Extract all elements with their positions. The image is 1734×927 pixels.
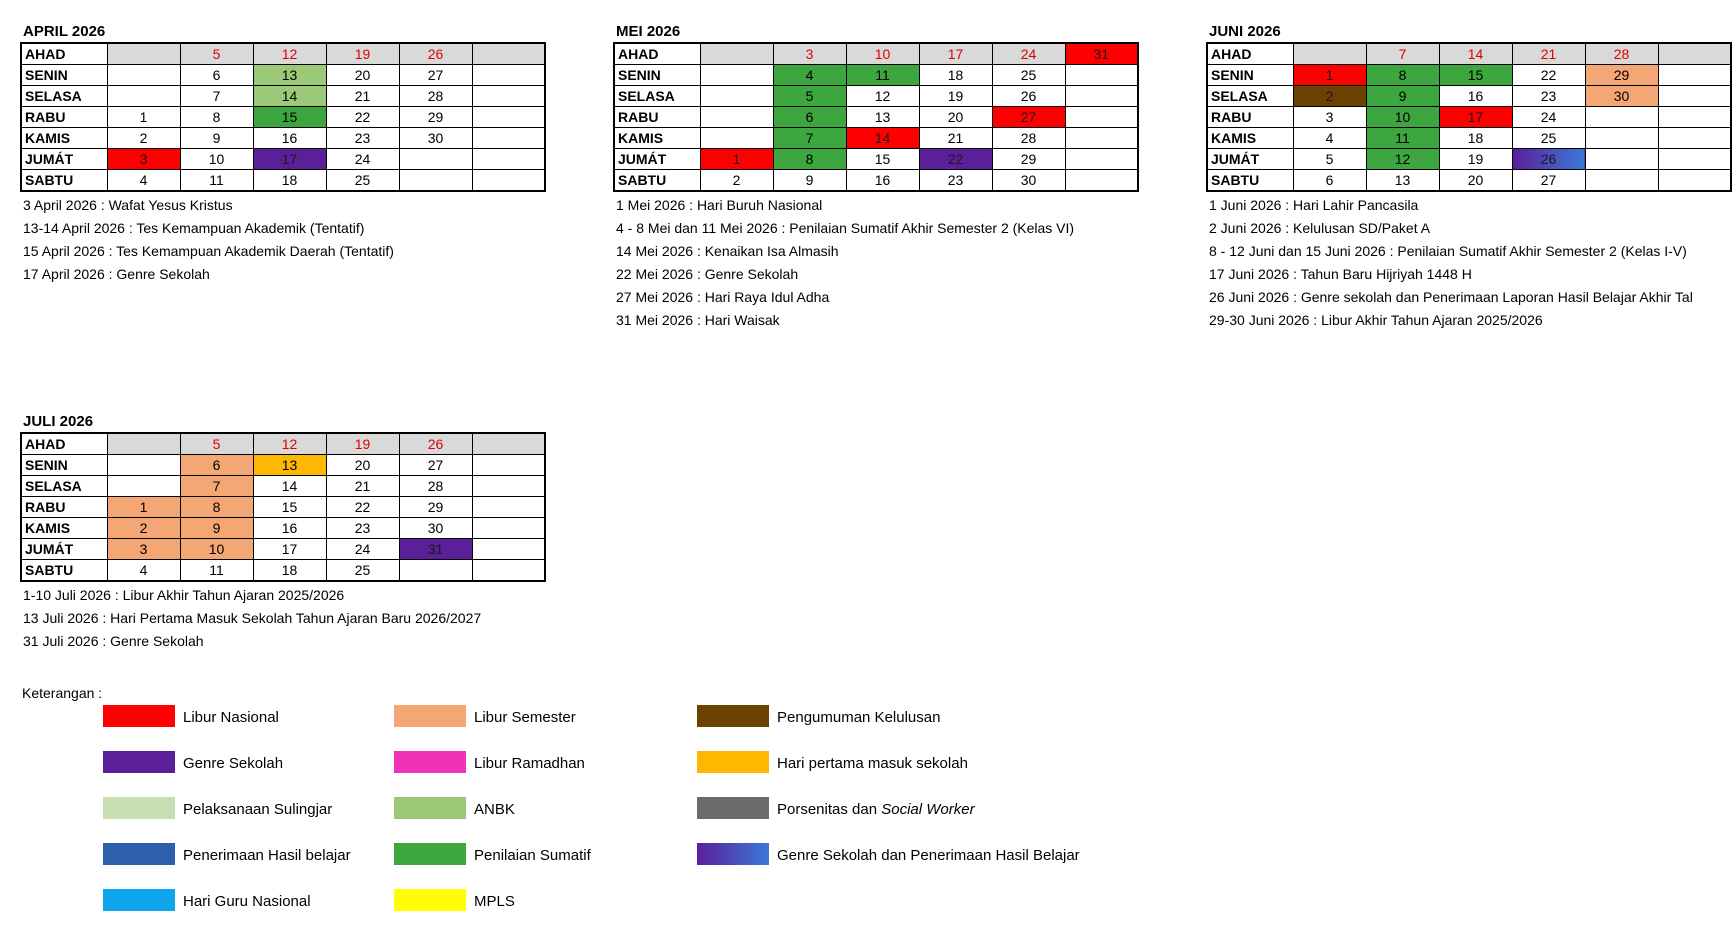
legend-label: Libur Nasional	[183, 709, 279, 726]
date-cell	[700, 43, 773, 65]
date-cell: 7	[180, 86, 253, 107]
calendar-table	[1206, 42, 1732, 192]
date-cell: 11	[180, 560, 253, 582]
date-cell	[1065, 65, 1138, 86]
week-row	[21, 107, 545, 128]
date-cell: 24	[326, 149, 399, 170]
day-name-cell: JUMÁT	[614, 149, 700, 170]
week-row	[21, 149, 545, 170]
note-line: 29-30 Juni 2026 : Libur Akhir Tahun Ajaran 2025/2026	[1209, 312, 1543, 328]
date-cell: 18	[253, 170, 326, 192]
date-cell: 9	[180, 128, 253, 149]
legend-swatch	[697, 705, 769, 727]
date-cell: 8	[1366, 65, 1439, 86]
date-cell	[107, 86, 180, 107]
week-row	[21, 65, 545, 86]
legend-label: Pelaksanaan Sulingjar	[183, 801, 333, 818]
date-cell: 30	[399, 128, 472, 149]
legend-swatch	[394, 843, 466, 865]
date-cell: 29	[399, 497, 472, 518]
week-row	[1207, 170, 1731, 192]
day-name-cell: SABTU	[21, 560, 107, 582]
date-cell: 2	[1293, 86, 1366, 107]
day-name-cell: SELASA	[614, 86, 700, 107]
date-cell	[700, 128, 773, 149]
date-cell: 20	[919, 107, 992, 128]
legend-swatch	[103, 705, 175, 727]
month-notes	[613, 194, 1139, 332]
week-row	[614, 170, 1138, 192]
note-line: 8 - 12 Juni dan 15 Juni 2026 : Penilaian Sumatif Akhir Semester 2 (Kelas I-V)	[1209, 243, 1687, 259]
date-cell	[1658, 149, 1731, 170]
date-cell: 21	[326, 86, 399, 107]
week-row	[614, 107, 1138, 128]
date-cell: 22	[919, 149, 992, 170]
week-row	[21, 497, 545, 518]
date-cell: 16	[1439, 86, 1512, 107]
date-cell	[1065, 107, 1138, 128]
day-name-cell: AHAD	[1207, 43, 1293, 65]
day-name-cell: RABU	[1207, 107, 1293, 128]
legend-swatch	[103, 797, 175, 819]
date-cell: 22	[1512, 65, 1585, 86]
date-cell: 9	[180, 518, 253, 539]
date-cell: 13	[253, 455, 326, 476]
date-cell	[1658, 170, 1731, 192]
date-cell	[700, 86, 773, 107]
legend-swatch	[697, 751, 769, 773]
note-line: 13 Juli 2026 : Hari Pertama Masuk Sekolah Tahun Ajaran Baru 2026/2027	[23, 610, 482, 626]
date-cell: 28	[399, 476, 472, 497]
date-cell	[1585, 170, 1658, 192]
date-cell	[472, 43, 545, 65]
date-cell	[1658, 43, 1731, 65]
date-cell: 26	[399, 43, 472, 65]
date-cell: 18	[1439, 128, 1512, 149]
month-title: APRIL 2026	[23, 23, 106, 40]
date-cell	[399, 560, 472, 582]
date-cell	[472, 170, 545, 192]
day-name-cell: SELASA	[21, 476, 107, 497]
week-row	[21, 170, 545, 192]
legend-swatch	[394, 705, 466, 727]
date-cell: 17	[919, 43, 992, 65]
date-cell: 14	[846, 128, 919, 149]
date-cell: 7	[180, 476, 253, 497]
date-cell: 8	[180, 497, 253, 518]
date-cell: 31	[1065, 43, 1138, 65]
week-row	[1207, 43, 1731, 65]
note-line: 1 Juni 2026 : Hari Lahir Pancasila	[1209, 197, 1419, 213]
date-cell: 2	[107, 128, 180, 149]
day-name-cell: SENIN	[1207, 65, 1293, 86]
day-name-cell: SABTU	[1207, 170, 1293, 192]
date-cell: 11	[846, 65, 919, 86]
date-cell: 6	[773, 107, 846, 128]
week-row	[614, 128, 1138, 149]
calendar-table	[20, 432, 546, 582]
month-mei-2026	[613, 22, 1139, 332]
legend-swatch	[697, 797, 769, 819]
date-cell	[107, 43, 180, 65]
date-cell	[700, 107, 773, 128]
date-cell: 19	[326, 43, 399, 65]
date-cell: 3	[773, 43, 846, 65]
month-title: MEI 2026	[616, 23, 681, 40]
date-cell: 10	[180, 149, 253, 170]
legend-label: Genre Sekolah	[183, 755, 284, 772]
date-cell: 21	[1512, 43, 1585, 65]
date-cell: 7	[773, 128, 846, 149]
note-line: 26 Juni 2026 : Genre sekolah dan Penerimaan Laporan Hasil Belajar Akhir Tal	[1209, 289, 1693, 305]
date-cell: 19	[1439, 149, 1512, 170]
date-cell: 5	[180, 433, 253, 455]
date-cell: 3	[107, 149, 180, 170]
date-cell: 31	[399, 539, 472, 560]
week-row	[1207, 107, 1731, 128]
day-name-cell: AHAD	[614, 43, 700, 65]
legend-swatch	[697, 843, 769, 865]
day-name-cell: SABTU	[614, 170, 700, 192]
week-row	[614, 43, 1138, 65]
day-name-cell: SABTU	[21, 170, 107, 192]
day-name-cell: RABU	[21, 497, 107, 518]
date-cell: 28	[1585, 43, 1658, 65]
date-cell	[399, 170, 472, 192]
day-name-cell: AHAD	[21, 433, 107, 455]
note-line: 17 Juni 2026 : Tahun Baru Hijriyah 1448 H	[1209, 266, 1472, 282]
date-cell: 25	[1512, 128, 1585, 149]
week-row	[21, 86, 545, 107]
legend-label: ANBK	[474, 801, 515, 818]
date-cell: 27	[992, 107, 1065, 128]
date-cell: 20	[326, 455, 399, 476]
legend-label: Porsenitas dan Social Worker	[777, 801, 975, 818]
note-line: 4 - 8 Mei dan 11 Mei 2026 : Penilaian Sumatif Akhir Semester 2 (Kelas VI)	[616, 220, 1075, 236]
date-cell: 29	[992, 149, 1065, 170]
date-cell: 15	[253, 497, 326, 518]
calendar-table	[613, 42, 1139, 192]
date-cell: 6	[180, 65, 253, 86]
date-cell	[1065, 149, 1138, 170]
date-cell: 25	[326, 560, 399, 582]
date-cell	[472, 433, 545, 455]
legend-swatch	[394, 889, 466, 911]
date-cell: 11	[1366, 128, 1439, 149]
note-line: 3 April 2026 : Wafat Yesus Kristus	[23, 197, 233, 213]
month-notes	[20, 584, 546, 653]
date-cell: 24	[326, 539, 399, 560]
day-name-cell: JUMÁT	[21, 539, 107, 560]
legend-swatch	[394, 797, 466, 819]
date-cell: 1	[1293, 65, 1366, 86]
day-name-cell: KAMIS	[1207, 128, 1293, 149]
legend-swatch	[103, 843, 175, 865]
date-cell: 15	[253, 107, 326, 128]
date-cell: 9	[1366, 86, 1439, 107]
week-row	[21, 455, 545, 476]
week-row	[21, 43, 545, 65]
note-line: 2 Juni 2026 : Kelulusan SD/Paket A	[1209, 220, 1431, 236]
day-name-cell: KAMIS	[614, 128, 700, 149]
date-cell: 30	[399, 518, 472, 539]
date-cell	[399, 149, 472, 170]
date-cell: 18	[253, 560, 326, 582]
date-cell: 12	[253, 43, 326, 65]
date-cell: 12	[1366, 149, 1439, 170]
date-cell	[472, 497, 545, 518]
date-cell: 10	[846, 43, 919, 65]
date-cell: 6	[180, 455, 253, 476]
date-cell: 17	[1439, 107, 1512, 128]
date-cell: 14	[253, 476, 326, 497]
legend-swatch	[103, 889, 175, 911]
date-cell: 16	[253, 128, 326, 149]
date-cell: 15	[1439, 65, 1512, 86]
date-cell: 4	[107, 170, 180, 192]
date-cell: 29	[1585, 65, 1658, 86]
date-cell: 30	[1585, 86, 1658, 107]
note-line: 31 Mei 2026 : Hari Waisak	[616, 312, 780, 328]
month-april-2026	[20, 22, 546, 286]
week-row	[614, 65, 1138, 86]
week-row	[21, 518, 545, 539]
date-cell	[700, 65, 773, 86]
date-cell	[1065, 128, 1138, 149]
date-cell: 13	[846, 107, 919, 128]
date-cell	[472, 518, 545, 539]
day-name-cell: KAMIS	[21, 128, 107, 149]
date-cell	[1065, 170, 1138, 192]
calendar-table	[20, 42, 546, 192]
date-cell: 17	[253, 539, 326, 560]
date-cell: 20	[1439, 170, 1512, 192]
date-cell: 16	[846, 170, 919, 192]
day-name-cell: RABU	[614, 107, 700, 128]
date-cell: 27	[1512, 170, 1585, 192]
day-name-cell: SENIN	[614, 65, 700, 86]
date-cell: 3	[107, 539, 180, 560]
date-cell: 1	[107, 497, 180, 518]
date-cell: 19	[326, 433, 399, 455]
note-line: 17 April 2026 : Genre Sekolah	[23, 266, 210, 282]
date-cell	[472, 539, 545, 560]
day-name-cell: AHAD	[21, 43, 107, 65]
date-cell: 26	[992, 86, 1065, 107]
date-cell	[1293, 43, 1366, 65]
note-line: 31 Juli 2026 : Genre Sekolah	[23, 633, 204, 649]
date-cell: 16	[253, 518, 326, 539]
month-juli-2026	[20, 412, 546, 653]
date-cell: 14	[253, 86, 326, 107]
date-cell	[107, 433, 180, 455]
legend-swatch	[394, 751, 466, 773]
note-line: 15 April 2026 : Tes Kemampuan Akademik Daerah (Tentatif)	[23, 243, 394, 259]
date-cell: 30	[992, 170, 1065, 192]
date-cell: 23	[326, 128, 399, 149]
date-cell: 13	[1366, 170, 1439, 192]
legend-label: MPLS	[474, 893, 515, 910]
date-cell: 24	[1512, 107, 1585, 128]
day-name-cell: SELASA	[21, 86, 107, 107]
month-juni-2026	[1206, 22, 1732, 332]
legend-label: Pengumuman Kelulusan	[777, 709, 941, 726]
date-cell	[1658, 107, 1731, 128]
legend-label: Libur Ramadhan	[474, 755, 585, 772]
legend-swatch	[103, 751, 175, 773]
date-cell: 8	[773, 149, 846, 170]
date-cell: 25	[992, 65, 1065, 86]
date-cell: 3	[1293, 107, 1366, 128]
legend-label: Libur Semester	[474, 709, 576, 726]
date-cell: 5	[180, 43, 253, 65]
date-cell: 26	[399, 433, 472, 455]
date-cell	[472, 65, 545, 86]
date-cell	[472, 455, 545, 476]
date-cell: 5	[773, 86, 846, 107]
date-cell: 11	[180, 170, 253, 192]
day-name-cell: JUMÁT	[21, 149, 107, 170]
date-cell: 18	[919, 65, 992, 86]
note-line: 1-10 Juli 2026 : Libur Akhir Tahun Ajaran 2025/2026	[23, 587, 345, 603]
date-cell: 27	[399, 455, 472, 476]
date-cell	[472, 476, 545, 497]
note-line: 14 Mei 2026 : Kenaikan Isa Almasih	[616, 243, 839, 259]
date-cell	[107, 455, 180, 476]
day-name-cell: JUMÁT	[1207, 149, 1293, 170]
date-cell: 22	[326, 107, 399, 128]
date-cell	[1585, 149, 1658, 170]
date-cell	[1585, 107, 1658, 128]
week-row	[1207, 86, 1731, 107]
week-row	[21, 560, 545, 582]
date-cell: 4	[773, 65, 846, 86]
date-cell	[472, 107, 545, 128]
date-cell: 19	[919, 86, 992, 107]
date-cell: 23	[326, 518, 399, 539]
date-cell: 24	[992, 43, 1065, 65]
week-row	[1207, 149, 1731, 170]
date-cell: 13	[253, 65, 326, 86]
day-name-cell: SELASA	[1207, 86, 1293, 107]
day-name-cell: SENIN	[21, 455, 107, 476]
week-row	[21, 128, 545, 149]
date-cell	[472, 149, 545, 170]
legend-label: Hari pertama masuk sekolah	[777, 755, 968, 772]
date-cell: 12	[253, 433, 326, 455]
date-cell: 28	[399, 86, 472, 107]
week-row	[1207, 65, 1731, 86]
day-name-cell: SENIN	[21, 65, 107, 86]
date-cell: 27	[399, 65, 472, 86]
date-cell: 6	[1293, 170, 1366, 192]
date-cell	[1658, 65, 1731, 86]
week-row	[21, 433, 545, 455]
legend-label: Penilaian Sumatif	[474, 847, 591, 864]
date-cell: 29	[399, 107, 472, 128]
month-title: JULI 2026	[23, 413, 94, 430]
date-cell: 8	[180, 107, 253, 128]
legend-label-italic: Social Worker	[881, 801, 975, 818]
date-cell: 1	[107, 107, 180, 128]
date-cell: 22	[326, 497, 399, 518]
month-notes	[20, 194, 546, 286]
month-title: JUNI 2026	[1209, 23, 1281, 40]
date-cell: 9	[773, 170, 846, 192]
date-cell	[1658, 86, 1731, 107]
legend-label: Genre Sekolah dan Penerimaan Hasil Belajar	[777, 847, 1080, 864]
date-cell: 23	[919, 170, 992, 192]
date-cell: 21	[326, 476, 399, 497]
date-cell: 23	[1512, 86, 1585, 107]
month-notes	[1206, 194, 1732, 332]
date-cell: 4	[1293, 128, 1366, 149]
date-cell: 21	[919, 128, 992, 149]
date-cell: 10	[1366, 107, 1439, 128]
date-cell: 4	[107, 560, 180, 582]
week-row	[1207, 128, 1731, 149]
day-name-cell: KAMIS	[21, 518, 107, 539]
date-cell	[1585, 128, 1658, 149]
date-cell: 12	[846, 86, 919, 107]
date-cell	[1658, 128, 1731, 149]
day-name-cell: RABU	[21, 107, 107, 128]
note-line: 27 Mei 2026 : Hari Raya Idul Adha	[616, 289, 830, 305]
note-line: 22 Mei 2026 : Genre Sekolah	[616, 266, 799, 282]
legend-title: Keterangan :	[22, 685, 103, 701]
date-cell	[472, 86, 545, 107]
date-cell	[107, 65, 180, 86]
note-line: 13-14 April 2026 : Tes Kemampuan Akademik (Tentatif)	[23, 220, 365, 236]
legend-label: Penerimaan Hasil belajar	[183, 847, 351, 864]
week-row	[614, 86, 1138, 107]
date-cell: 10	[180, 539, 253, 560]
date-cell: 1	[700, 149, 773, 170]
date-cell: 7	[1366, 43, 1439, 65]
week-row	[21, 539, 545, 560]
date-cell: 2	[107, 518, 180, 539]
date-cell: 20	[326, 65, 399, 86]
date-cell	[472, 560, 545, 582]
date-cell: 14	[1439, 43, 1512, 65]
date-cell	[107, 476, 180, 497]
date-cell: 28	[992, 128, 1065, 149]
date-cell: 17	[253, 149, 326, 170]
week-row	[614, 149, 1138, 170]
date-cell: 25	[326, 170, 399, 192]
date-cell: 26	[1512, 149, 1585, 170]
week-row	[21, 476, 545, 497]
note-line: 1 Mei 2026 : Hari Buruh Nasional	[616, 197, 823, 213]
date-cell: 2	[700, 170, 773, 192]
date-cell	[472, 128, 545, 149]
legend-label: Hari Guru Nasional	[183, 893, 311, 910]
date-cell: 5	[1293, 149, 1366, 170]
date-cell	[1065, 86, 1138, 107]
date-cell: 15	[846, 149, 919, 170]
